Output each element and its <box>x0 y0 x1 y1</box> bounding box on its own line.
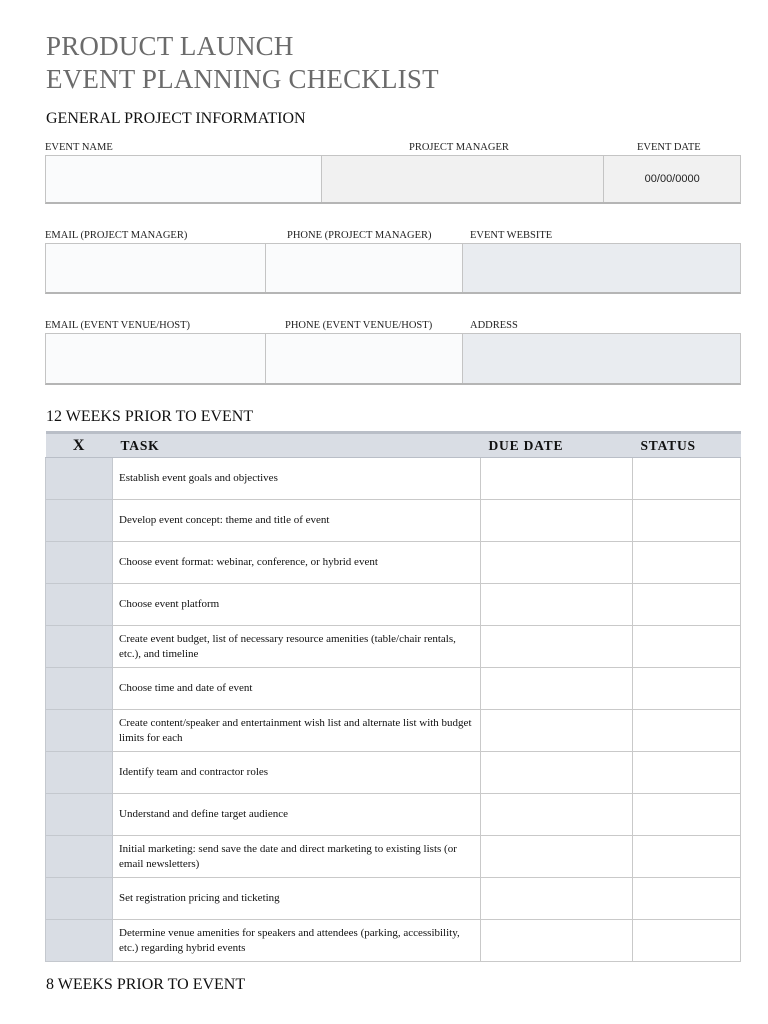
table-row <box>46 752 741 794</box>
status-cell[interactable] <box>633 542 741 584</box>
task-text: Choose event format: webinar, conference, or hybrid event <box>113 542 481 584</box>
status-cell[interactable] <box>633 920 741 962</box>
task-text: Create content/speaker and entertainment wish list and alternate list with budget limits for each <box>113 710 481 752</box>
twelve-weeks-heading: 12 WEEKS PRIOR TO EVENT <box>46 408 254 425</box>
general-row-1 <box>45 155 741 204</box>
task-text: Understand and define target audience <box>113 794 481 836</box>
page-title <box>46 30 439 96</box>
table-row <box>46 878 741 920</box>
status-cell[interactable] <box>633 752 741 794</box>
table-row <box>46 920 741 962</box>
col-header-due-date: DUE DATE <box>481 433 633 458</box>
task-checkbox-cell[interactable] <box>46 500 113 542</box>
task-text: Choose event platform <box>113 584 481 626</box>
task-checkbox-cell[interactable] <box>46 668 113 710</box>
event-date-label: EVENT DATE <box>637 142 701 153</box>
table-row <box>46 626 741 668</box>
status-cell[interactable] <box>633 794 741 836</box>
task-checkbox-cell[interactable] <box>46 626 113 668</box>
task-checkbox-cell[interactable] <box>46 542 113 584</box>
task-text: Create event budget, list of necessary resource amenities (table/chair rentals, etc.), and timeline <box>113 626 481 668</box>
phone-pm-label: PHONE (PROJECT MANAGER) <box>287 230 432 241</box>
general-row-2 <box>45 243 741 294</box>
status-cell[interactable] <box>633 458 741 500</box>
due-date-cell[interactable] <box>481 836 633 878</box>
event-name-label: EVENT NAME <box>45 142 113 153</box>
task-text: Establish event goals and objectives <box>113 458 481 500</box>
general-row-3 <box>45 333 741 385</box>
col-header-status: STATUS <box>633 433 741 458</box>
eight-weeks-heading: 8 WEEKS PRIOR TO EVENT <box>46 976 246 993</box>
task-text: Develop event concept: theme and title of event <box>113 500 481 542</box>
due-date-cell[interactable] <box>481 920 633 962</box>
email-venue-field[interactable] <box>46 334 266 383</box>
status-cell[interactable] <box>633 626 741 668</box>
project-manager-label: PROJECT MANAGER <box>409 142 509 153</box>
table-row <box>46 794 741 836</box>
phone-pm-field[interactable] <box>266 244 462 292</box>
task-text: Choose time and date of event <box>113 668 481 710</box>
status-cell[interactable] <box>633 710 741 752</box>
task-checkbox-cell[interactable] <box>46 458 113 500</box>
task-checkbox-cell[interactable] <box>46 752 113 794</box>
due-date-cell[interactable] <box>481 668 633 710</box>
email-pm-label: EMAIL (PROJECT MANAGER) <box>45 230 188 241</box>
twelve-weeks-task-table <box>45 431 741 962</box>
col-header-task: TASK <box>113 433 481 458</box>
task-text: Determine venue amenities for speakers and attendees (parking, accessibility, etc.) regarding hybrid events <box>113 920 481 962</box>
email-pm-field[interactable] <box>46 244 266 292</box>
general-info-heading: GENERAL PROJECT INFORMATION <box>46 110 306 127</box>
due-date-cell[interactable] <box>481 500 633 542</box>
task-text: Set registration pricing and ticketing <box>113 878 481 920</box>
col-header-x: X <box>46 433 113 458</box>
event-website-field[interactable] <box>463 244 740 292</box>
status-cell[interactable] <box>633 584 741 626</box>
due-date-cell[interactable] <box>481 584 633 626</box>
event-website-label: EVENT WEBSITE <box>470 230 553 241</box>
table-row <box>46 836 741 878</box>
title-line-2: EVENT PLANNING CHECKLIST <box>46 64 439 94</box>
task-text: Initial marketing: send save the date and direct marketing to existing lists (or email newsletters) <box>113 836 481 878</box>
due-date-cell[interactable] <box>481 458 633 500</box>
status-cell[interactable] <box>633 500 741 542</box>
phone-venue-field[interactable] <box>266 334 462 383</box>
task-checkbox-cell[interactable] <box>46 584 113 626</box>
due-date-cell[interactable] <box>481 626 633 668</box>
table-row <box>46 710 741 752</box>
email-venue-label: EMAIL (EVENT VENUE/HOST) <box>45 320 191 331</box>
task-text: Identify team and contractor roles <box>113 752 481 794</box>
task-table-header <box>46 433 741 458</box>
title-line-1: PRODUCT LAUNCH <box>46 31 294 61</box>
due-date-cell[interactable] <box>481 542 633 584</box>
table-row <box>46 542 741 584</box>
table-row <box>46 458 741 500</box>
due-date-cell[interactable] <box>481 752 633 794</box>
status-cell[interactable] <box>633 668 741 710</box>
table-row <box>46 668 741 710</box>
address-field[interactable] <box>463 334 740 383</box>
task-checkbox-cell[interactable] <box>46 920 113 962</box>
table-row <box>46 584 741 626</box>
event-date-value: 00/00/0000 <box>644 173 700 185</box>
task-checkbox-cell[interactable] <box>46 794 113 836</box>
event-date-field[interactable] <box>604 156 740 202</box>
task-checkbox-cell[interactable] <box>46 710 113 752</box>
phone-venue-label: PHONE (EVENT VENUE/HOST) <box>285 320 433 331</box>
status-cell[interactable] <box>633 878 741 920</box>
status-cell[interactable] <box>633 836 741 878</box>
due-date-cell[interactable] <box>481 878 633 920</box>
due-date-cell[interactable] <box>481 710 633 752</box>
event-name-field[interactable] <box>46 156 322 202</box>
due-date-cell[interactable] <box>481 794 633 836</box>
table-row <box>46 500 741 542</box>
project-manager-field[interactable] <box>322 156 604 202</box>
task-checkbox-cell[interactable] <box>46 836 113 878</box>
task-checkbox-cell[interactable] <box>46 878 113 920</box>
address-label: ADDRESS <box>470 320 518 331</box>
